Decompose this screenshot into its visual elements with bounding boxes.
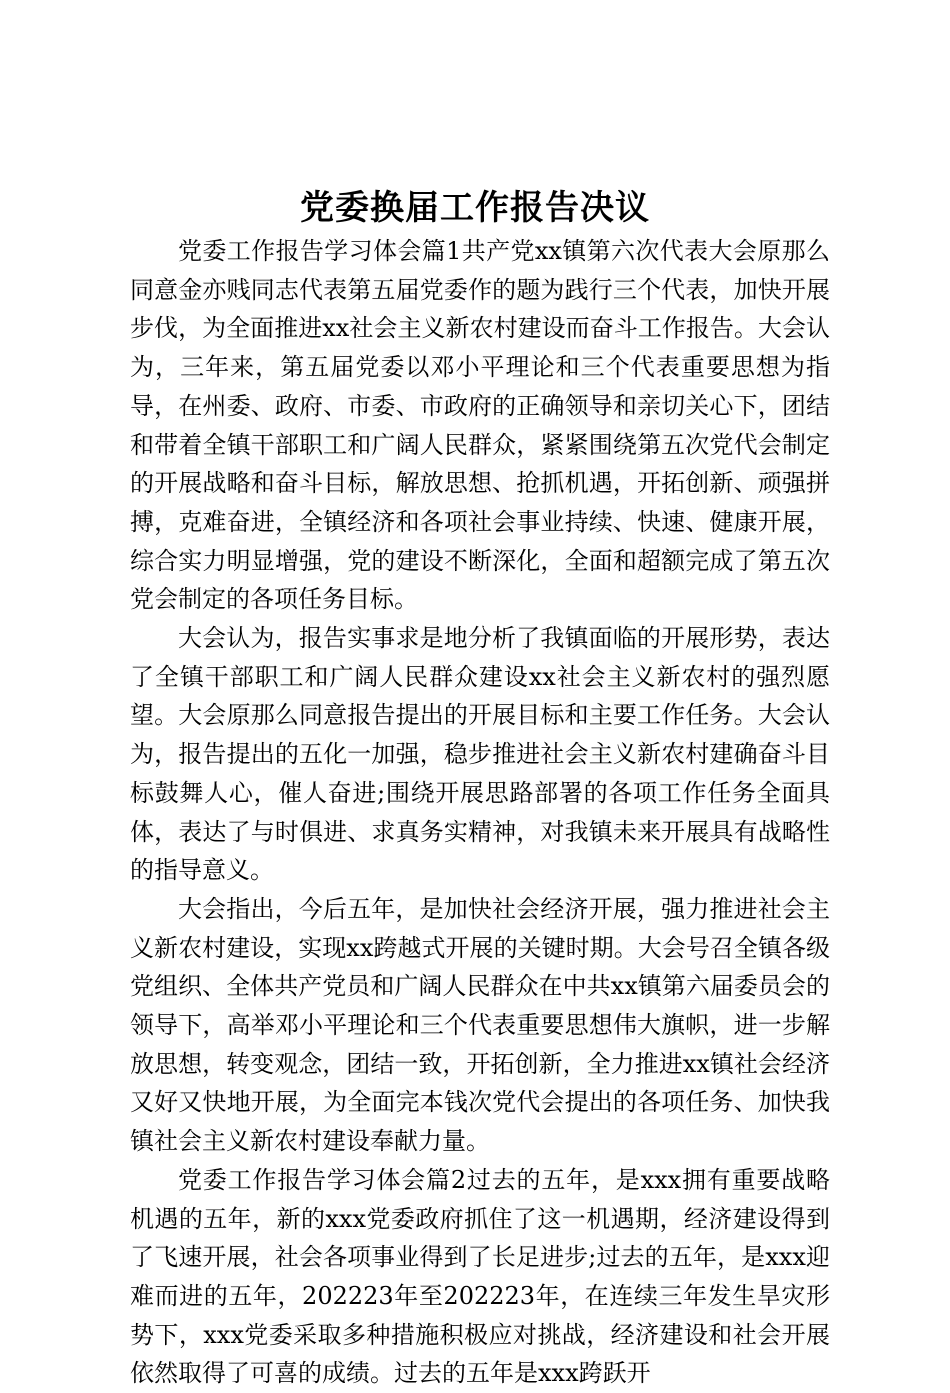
document-body — [130, 232, 830, 1393]
paragraph-3: 大会指出，今后五年，是加快社会经济开展，强力推进社会主义新农村建设，实现xx跨越式开展的关键时期。大会号召全镇各级党组织、全体共产党员和广阔人民群众在中共xx镇第六届委员会的领导下，高举邓小平理论和三个代表重要思想伟大旗帜，进一步解放思想，转变观念，团结一致，开拓创新，全力推进xx镇社会经济又好又快地开展，为全面完本钱次党代会提出的各项任务、加快我镇社会主义新农村建设奉献力量。 — [130, 894, 830, 1156]
document-title: 党委换届工作报告决议 — [300, 188, 650, 228]
paragraph-2: 大会认为，报告实事求是地分析了我镇面临的开展形势，表达了全镇干部职工和广阔人民群众建设xx社会主义新农村的强烈愿望。大会原那么同意报告提出的开展目标和主要工作任务。大会认为，报告提出的五化一加强，稳步推进社会主义新农村建确奋斗目标鼓舞人心，催人奋进;围绕开展思路部署的各项工作任务全面具体，表达了与时俱进、求真务实精神，对我镇未来开展具有战略性的指导意义。 — [130, 624, 830, 885]
paragraph-1: 党委工作报告学习体会篇1共产党xx镇第六次代表大会原那么同意金亦贱同志代表第五届党委作的题为践行三个代表，加快开展步伐，为全面推进xx社会主义新农村建设而奋斗工作报告。大会认为，三年来，第五届党委以邓小平理论和三个代表重要思想为指导，在州委、政府、市委、市政府的正确领导和亲切关心下，团结和带着全镇干部职工和广阔人民群众，紧紧围绕第五次党代会制定的开展战略和奋斗目标，解放思想、抢抓机遇，开拓创新、顽强拼搏，克难奋进，全镇经济和各项社会事业持续、快速、健康开展，综合实力明显增强，党的建设不断深化，全面和超额完成了第五次党会制定的各项任务目标。 — [130, 237, 830, 614]
paragraph-4: 党委工作报告学习体会篇2过去的五年，是xxx拥有重要战略机遇的五年，新的xxx党委政府抓住了这一机遇期，经济建设得到了飞速开展，社会各项事业得到了长足进步;过去的五年，是xxx迎难而进的五年，202223年至202223年，在连续三年发生旱灾形势下，xxx党委采取多种措施积极应对挑战，经济建设和社会开展依然取得了可喜的成绩。过去的五年是xxx跨跃开 — [130, 1165, 830, 1388]
